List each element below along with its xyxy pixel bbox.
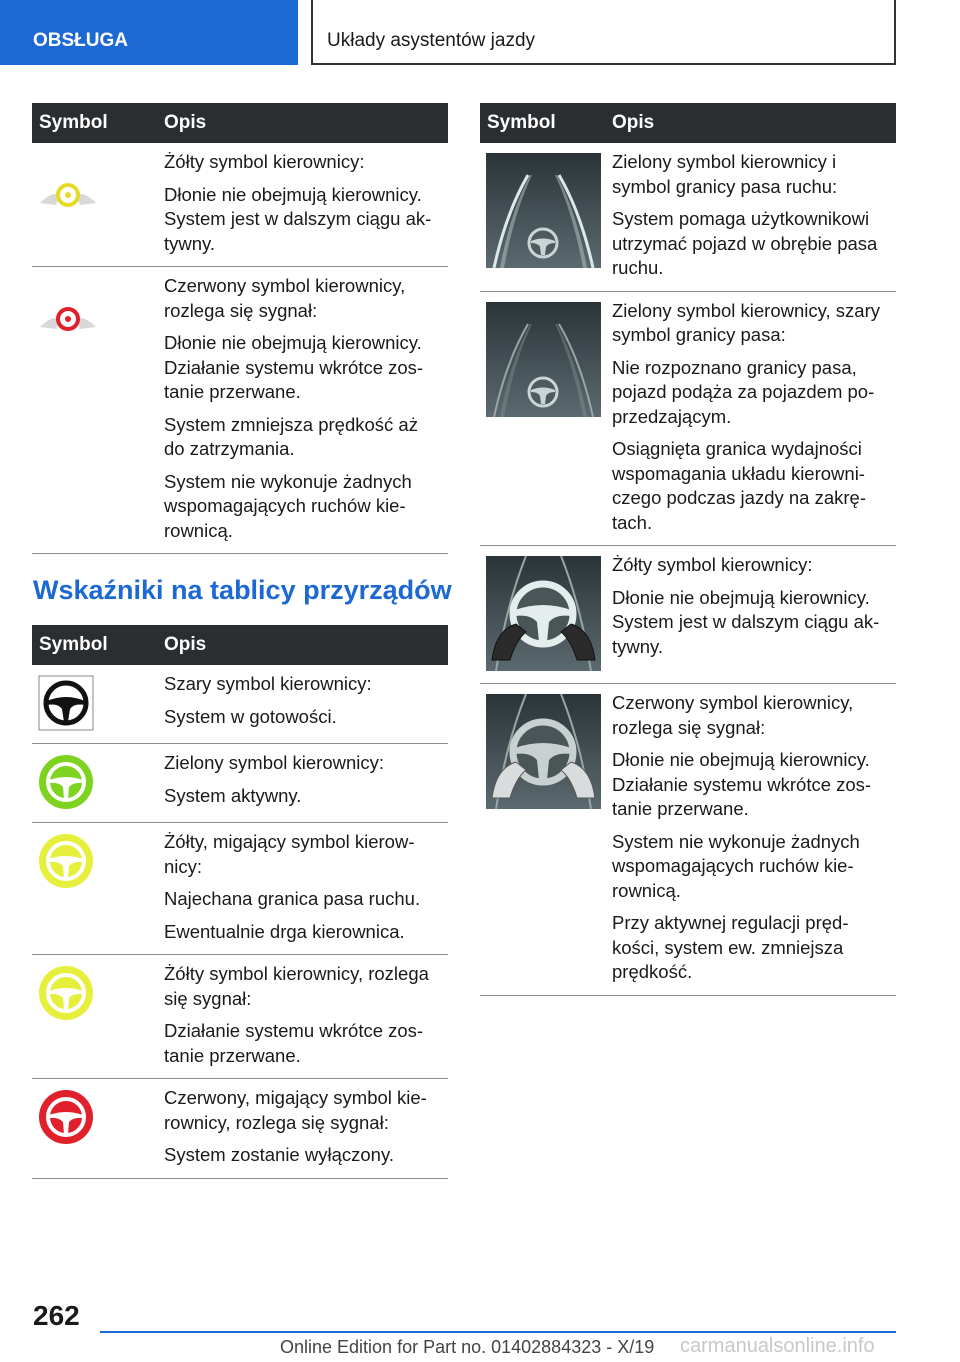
footer-edition: Online Edition for Part no. 01402884323 - X/19 xyxy=(280,1337,655,1357)
yellow-steering-wheel-icon xyxy=(38,965,94,1021)
symbol-table-top-left xyxy=(32,103,448,554)
lane-display-grey-icon xyxy=(486,302,601,417)
description-cell xyxy=(157,955,448,1079)
symbol-cell xyxy=(480,546,605,684)
description-line: Czerwony, migający symbol kie-rownicy, rozlega się sygnał: xyxy=(164,1087,427,1133)
description-line: System zmniejsza prędkość aż do zatrzymania. xyxy=(164,413,418,459)
description-line: Przy aktywnej regulacji pręd-kości, system ew. zmniejsza prędkość. xyxy=(612,912,849,982)
yellow-steering-wheel-icon xyxy=(38,833,94,889)
symbol-cell xyxy=(32,1079,157,1179)
description-line: Działanie systemu wkrótce zos-tanie przerwane. xyxy=(164,1020,424,1066)
chapter-title: Układy asystentów jazdy xyxy=(311,0,896,65)
table-row xyxy=(32,955,448,1079)
column-header-description: Opis xyxy=(157,625,448,665)
table-row xyxy=(32,267,448,554)
description-cell xyxy=(157,665,448,744)
symbol-table-right xyxy=(480,103,896,996)
description-cell xyxy=(157,267,448,554)
symbol-cell xyxy=(480,143,605,291)
column-header-symbol: Symbol xyxy=(32,103,157,143)
symbol-cell xyxy=(32,744,157,823)
yellow-steering-hands-off-icon xyxy=(38,167,98,211)
symbol-cell xyxy=(480,291,605,546)
description-line: Zielony symbol kierownicy: xyxy=(164,752,385,773)
description-cell xyxy=(157,744,448,823)
description-cell xyxy=(605,546,896,684)
table-row xyxy=(32,823,448,955)
description-line: Żółty symbol kierownicy: xyxy=(612,554,813,575)
description-line: System aktywny. xyxy=(164,784,302,806)
column-header-symbol: Symbol xyxy=(480,103,605,143)
description-line: Czerwony symbol kierownicy, rozlega się sygnał: xyxy=(612,692,854,738)
symbol-cell xyxy=(32,267,157,554)
table-row xyxy=(32,665,448,744)
description-cell xyxy=(605,684,896,996)
footer-divider xyxy=(100,1331,896,1333)
symbol-cell xyxy=(32,955,157,1079)
grey-steering-wheel-icon xyxy=(38,675,94,731)
table-row xyxy=(32,143,448,267)
table-row xyxy=(480,291,896,546)
description-line: Szary symbol kierownicy: xyxy=(164,673,372,694)
description-cell xyxy=(157,823,448,955)
description-line: Osiągnięta granica wydajności wspomagania układu kierowni-czego podczas jazdy na zakrę-tach. xyxy=(612,438,866,533)
symbol-table-bottom-left xyxy=(32,625,448,1179)
description-cell xyxy=(605,291,896,546)
symbol-cell xyxy=(32,143,157,267)
description-line: Dłonie nie obejmują kierownicy. Działanie systemu wkrótce zos-tanie przerwane. xyxy=(164,332,424,402)
hands-off-warning-yellow-icon xyxy=(486,556,601,671)
description-line: Dłonie nie obejmują kierownicy. System jest w dalszym ciągu ak-tywny. xyxy=(612,586,880,657)
description-line: Żółty, migający symbol kierow-nicy: xyxy=(164,831,415,877)
description-line: Najechana granica pasa ruchu. xyxy=(164,888,421,909)
description-cell xyxy=(157,143,448,267)
description-line: Dłonie nie obejmują kierownicy. Działanie systemu wkrótce zos-tanie przerwane. xyxy=(612,749,872,819)
description-line: Ewentualnie drga kierownica. xyxy=(164,920,405,942)
table-row xyxy=(480,546,896,684)
section-heading: Wskaźniki na tablicy przyrządów xyxy=(33,575,452,605)
description-line: System nie wykonuje żadnych wspomagających ruchów kie-rownicą. xyxy=(164,470,412,541)
description-cell xyxy=(157,1079,448,1179)
description-line: Zielony symbol kierownicy i symbol granicy pasa ruchu: xyxy=(612,151,838,197)
page-number: 262 xyxy=(33,1300,80,1331)
description-line: System nie wykonuje żadnych wspomagających ruchów kie-rownicą. xyxy=(612,830,860,901)
red-steering-hands-off-icon xyxy=(38,291,98,335)
description-line: Czerwony symbol kierownicy, rozlega się sygnał: xyxy=(164,275,406,321)
description-line: System w gotowości. xyxy=(164,705,337,727)
green-steering-wheel-icon xyxy=(38,754,94,810)
symbol-cell xyxy=(32,665,157,744)
symbol-cell xyxy=(480,684,605,996)
table-row xyxy=(32,744,448,823)
red-steering-wheel-icon xyxy=(38,1089,94,1145)
lane-display-green-icon xyxy=(486,153,601,268)
description-line: System zostanie wyłączony. xyxy=(164,1144,394,1165)
hands-off-warning-red-icon xyxy=(486,694,601,809)
symbol-cell xyxy=(32,823,157,955)
table-row xyxy=(32,1079,448,1179)
description-line: Nie rozpoznano granicy pasa, pojazd podąża za pojazdem po-przedzającym. xyxy=(612,356,875,427)
column-header-description: Opis xyxy=(605,103,896,143)
footer-watermark: carmanualsonline.info xyxy=(680,1335,875,1357)
table-row xyxy=(480,143,896,291)
description-line: Żółty symbol kierownicy, rozlega się sygnał: xyxy=(164,963,429,1009)
column-header-symbol: Symbol xyxy=(32,625,157,665)
description-line: Zielony symbol kierownicy, szary symbol granicy pasa: xyxy=(612,299,880,345)
section-tab: OBSŁUGA xyxy=(0,0,298,65)
description-line: Żółty symbol kierownicy: xyxy=(164,151,365,172)
description-cell xyxy=(605,143,896,291)
description-line: System pomaga użytkownikowi utrzymać pojazd w obrębie pasa ruchu. xyxy=(612,208,878,278)
column-header-description: Opis xyxy=(157,103,448,143)
table-row xyxy=(480,684,896,996)
description-line: Dłonie nie obejmują kierownicy. System jest w dalszym ciągu ak-tywny. xyxy=(164,183,432,254)
